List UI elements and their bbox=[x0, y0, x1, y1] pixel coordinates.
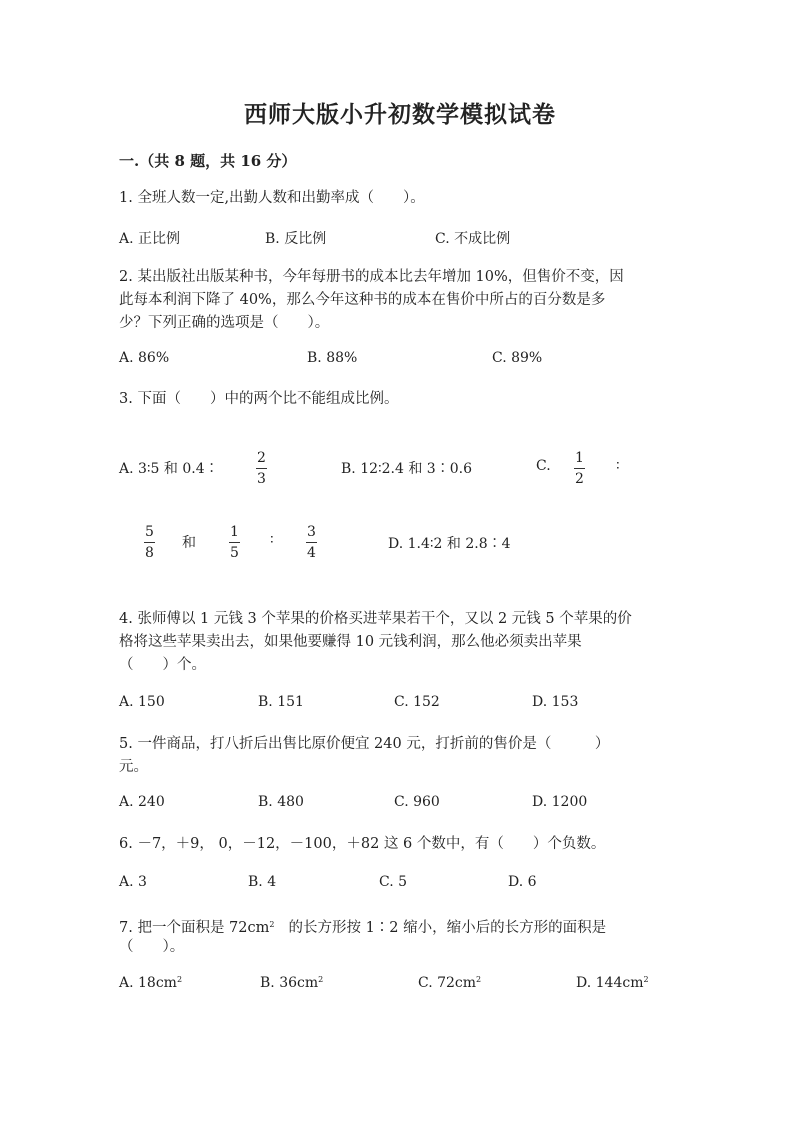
fraction-denominator: 2 bbox=[575, 471, 584, 487]
q6-option-b[interactable]: B. 4 bbox=[248, 874, 277, 890]
q6-option-c[interactable]: C. 5 bbox=[379, 874, 408, 890]
question-7-part-2: 的长方形按 1∶2 缩小，缩小后的长方形的面积是 bbox=[288, 920, 607, 936]
fraction-numerator: 1 bbox=[230, 524, 239, 540]
q3-fraction-c1 bbox=[574, 450, 585, 487]
question-4-line-2: 格将这些苹果卖出去，如果他要赚得 10 元钱利润，那么他必须卖出苹果 bbox=[119, 634, 582, 650]
question-1-text: 1. 全班人数一定,出勤人数和出勤率成（ ）。 bbox=[119, 190, 425, 206]
q7-option-c[interactable] bbox=[418, 975, 481, 991]
q5-option-b[interactable]: B. 480 bbox=[258, 794, 304, 810]
question-7-part-1: 7. 把一个面积是 72cm bbox=[119, 920, 270, 936]
question-7-line-2: （ ）。 bbox=[119, 939, 185, 955]
question-4-line-3: （ ）个。 bbox=[119, 657, 206, 673]
q6-option-d[interactable]: D. 6 bbox=[508, 874, 537, 890]
fraction-numerator: 3 bbox=[307, 524, 316, 540]
q6-option-a[interactable]: A. 3 bbox=[119, 874, 147, 890]
question-5-line-1: 5. 一件商品，打八折后出售比原价便宜 240 元，打折前的售价是（ ） bbox=[119, 736, 610, 752]
fraction-bar bbox=[306, 542, 317, 543]
q1-option-b[interactable]: B. 反比例 bbox=[265, 231, 327, 247]
q2-option-c[interactable]: C. 89% bbox=[492, 350, 543, 366]
option-text: C. 72cm bbox=[418, 975, 477, 991]
q3-option-a[interactable]: A. 3∶5 和 0.4∶ bbox=[119, 461, 219, 477]
fraction-bar bbox=[256, 468, 267, 469]
q3-option-c[interactable]: C. bbox=[536, 458, 551, 474]
q3-ratio-colon: ∶ bbox=[616, 458, 620, 474]
fraction-bar bbox=[229, 542, 240, 543]
fraction-denominator: 5 bbox=[230, 545, 239, 561]
question-2-line-3: 少？下列正确的选项是（ ）。 bbox=[119, 315, 330, 331]
fraction-bar bbox=[574, 468, 585, 469]
fraction-numerator: 2 bbox=[257, 450, 266, 466]
q3-ratio-colon: ∶ bbox=[270, 532, 274, 548]
q4-option-d[interactable]: D. 153 bbox=[532, 694, 579, 710]
q2-option-b[interactable]: B. 88% bbox=[307, 350, 358, 366]
q2-option-a[interactable]: A. 86% bbox=[119, 350, 170, 366]
q5-option-d[interactable]: D. 1200 bbox=[532, 794, 588, 810]
question-5-line-2: 元。 bbox=[119, 759, 148, 775]
fraction-denominator: 4 bbox=[307, 545, 316, 561]
squared-mark: 2 bbox=[643, 975, 649, 984]
option-text: A. 18cm bbox=[119, 975, 177, 991]
q5-option-c[interactable]: C. 960 bbox=[394, 794, 440, 810]
question-7-line-1 bbox=[119, 913, 606, 940]
q3-option-b[interactable]: B. 12∶2.4 和 3∶0.6 bbox=[341, 461, 472, 477]
fraction-denominator: 8 bbox=[145, 545, 154, 561]
fraction-denominator: 3 bbox=[257, 471, 266, 487]
question-2-line-2: 此每本利润下降了 40%，那么今年这种书的成本在售价中所占的百分数是多 bbox=[119, 292, 606, 308]
squared-mark: 2 bbox=[318, 975, 324, 984]
squared-mark: 2 bbox=[269, 920, 275, 929]
question-2-line-1: 2. 某出版社出版某种书，今年每册书的成本比去年增加 10%，但售价不变，因 bbox=[119, 269, 624, 285]
q3-fraction-a bbox=[256, 450, 267, 487]
q4-option-c[interactable]: C. 152 bbox=[394, 694, 440, 710]
question-3-text: 3. 下面（ ）中的两个比不能组成比例。 bbox=[119, 391, 399, 407]
q7-option-b[interactable] bbox=[260, 975, 323, 991]
q3-fraction-c3 bbox=[229, 524, 240, 561]
q3-and-text: 和 bbox=[182, 535, 196, 551]
fraction-numerator: 1 bbox=[575, 450, 584, 466]
squared-mark: 2 bbox=[476, 975, 482, 984]
fraction-bar bbox=[144, 542, 155, 543]
q1-option-c[interactable]: C. 不成比例 bbox=[435, 231, 511, 247]
q1-option-a[interactable]: A. 正比例 bbox=[119, 231, 181, 247]
q3-option-d[interactable]: D. 1.4∶2 和 2.8∶4 bbox=[388, 536, 511, 552]
q7-option-a[interactable] bbox=[119, 975, 182, 991]
squared-mark: 2 bbox=[176, 975, 183, 984]
q3-fraction-c2 bbox=[144, 524, 155, 561]
question-4-line-1: 4. 张师傅以 1 元钱 3 个苹果的价格买进苹果若干个，又以 2 元钱 5 个苹果的价 bbox=[119, 611, 632, 627]
section-heading: 一.（共 8 题，共 16 分） bbox=[119, 152, 297, 170]
q7-option-d[interactable] bbox=[576, 975, 649, 991]
option-text: B. 36cm bbox=[260, 975, 319, 991]
q4-option-b[interactable]: B. 151 bbox=[258, 694, 304, 710]
question-6-text: 6. －7，＋9， 0，－12，－100，＋82 这 6 个数中，有（ ）个负数。 bbox=[119, 836, 606, 852]
q4-option-a[interactable]: A. 150 bbox=[119, 694, 165, 710]
page-title: 西师大版小升初数学模拟试卷 bbox=[244, 101, 556, 128]
q5-option-a[interactable]: A. 240 bbox=[119, 794, 165, 810]
q3-fraction-c4 bbox=[306, 524, 317, 561]
option-text: D. 144cm bbox=[576, 975, 644, 991]
fraction-numerator: 5 bbox=[145, 524, 154, 540]
